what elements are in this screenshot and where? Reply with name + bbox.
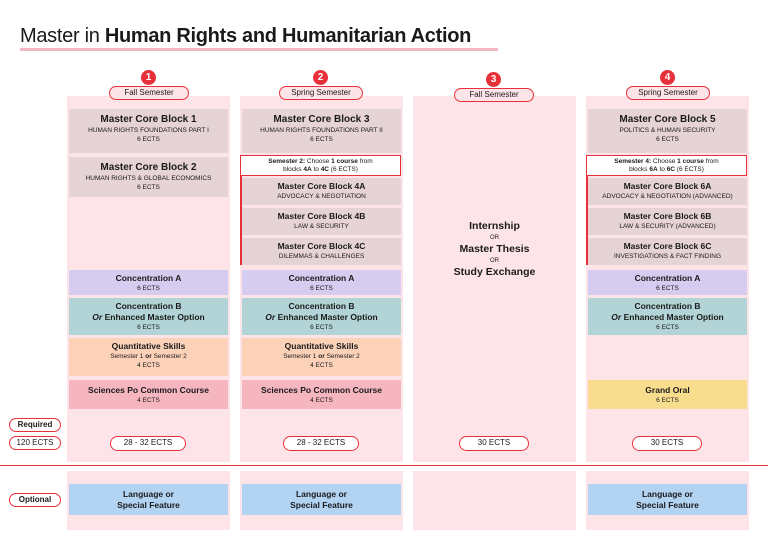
or-separator: OR [490,235,499,241]
grand-oral: Grand Oral 6 ECTS [588,380,747,409]
semester-3-column [413,96,576,462]
common-course: Sciences Po Common Course 4 ECTS [242,380,401,409]
internship-option: Internship [469,220,520,232]
total-ects-label: 120 ECTS [9,436,61,450]
concentration-a: Concentration A 6 ECTS [69,270,228,295]
semester-3-total-ects: 30 ECTS [459,436,529,451]
core-block-2: Master Core Block 2 HUMAN RIGHTS & GLOBAL ECONOMICS 6 ECTS [69,157,228,197]
semester-1-label: Fall Semester [109,86,189,100]
semester-2-total-ects: 28 - 32 ECTS [283,436,359,451]
semester-4-total-ects: 30 ECTS [632,436,702,451]
required-label: Required [9,418,61,432]
semester-1-number: 1 [141,70,156,85]
language-special-feature: Language or Special Feature [69,484,228,515]
concentration-b: Concentration B Or Enhanced Master Option 6 ECTS [69,298,228,335]
required-optional-divider [0,465,768,466]
page-title: Master in Human Rights and Humanitarian Action [20,25,472,47]
concentration-a: Concentration A 6 ECTS [242,270,401,295]
common-course: Sciences Po Common Course 4 ECTS [69,380,228,409]
elective-instruction: Semester 2: Choose 1 course from blocks 4A to 4C (6 ECTS) [240,155,401,176]
concentration-b: Concentration B Or Enhanced Master Option 6 ECTS [242,298,401,335]
semester-1-total-ects: 28 - 32 ECTS [110,436,186,451]
core-block-1: Master Core Block 1 HUMAN RIGHTS FOUNDATIONS PART I 6 ECTS [69,109,228,153]
master-thesis-option: Master Thesis [459,243,530,255]
quantitative-skills: Quantitative Skills Semester 1 or Semester 2 4 ECTS [242,338,401,376]
core-block-6c: Master Core Block 6C INVESTIGATIONS & FACT FINDING [588,238,747,265]
concentration-a: Concentration A 6 ECTS [588,270,747,295]
title-underline [20,48,498,51]
concentration-b: Concentration B Or Enhanced Master Option 6 ECTS [588,298,747,335]
core-block-5: Master Core Block 5 POLITICS & HUMAN SECURITY 6 ECTS [588,109,747,153]
core-block-3: Master Core Block 3 HUMAN RIGHTS FOUNDATIONS PART II 6 ECTS [242,109,401,153]
semester-3-label: Fall Semester [454,88,534,102]
quantitative-skills: Quantitative Skills Semester 1 or Semester 2 4 ECTS [69,338,228,376]
core-block-4c: Master Core Block 4C DILEMMAS & CHALLENGES [242,238,401,265]
or-separator: OR [490,258,499,264]
semester-4-label: Spring Semester [626,86,710,100]
semester-3-options [414,220,575,279]
optional-label: Optional [9,493,61,507]
semester-2-label: Spring Semester [279,86,363,100]
core-block-4a: Master Core Block 4A ADVOCACY & NEGOTIATION [242,178,401,205]
semester-2-number: 2 [313,70,328,85]
core-block-4b: Master Core Block 4B LAW & SECURITY [242,208,401,235]
elective-instruction: Semester 4: Choose 1 course from blocks 6A to 6C (6 ECTS) [586,155,747,176]
study-exchange-option: Study Exchange [453,266,536,278]
language-special-feature: Language or Special Feature [588,484,747,515]
language-special-feature: Language or Special Feature [242,484,401,515]
core-block-6a: Master Core Block 6A ADVOCACY & NEGOTIATION (ADVANCED) [588,178,747,205]
core-block-6b: Master Core Block 6B LAW & SECURITY (ADVANCED) [588,208,747,235]
semester-3-number: 3 [486,72,501,87]
semester-3-optional-column [413,471,576,530]
semester-4-number: 4 [660,70,675,85]
